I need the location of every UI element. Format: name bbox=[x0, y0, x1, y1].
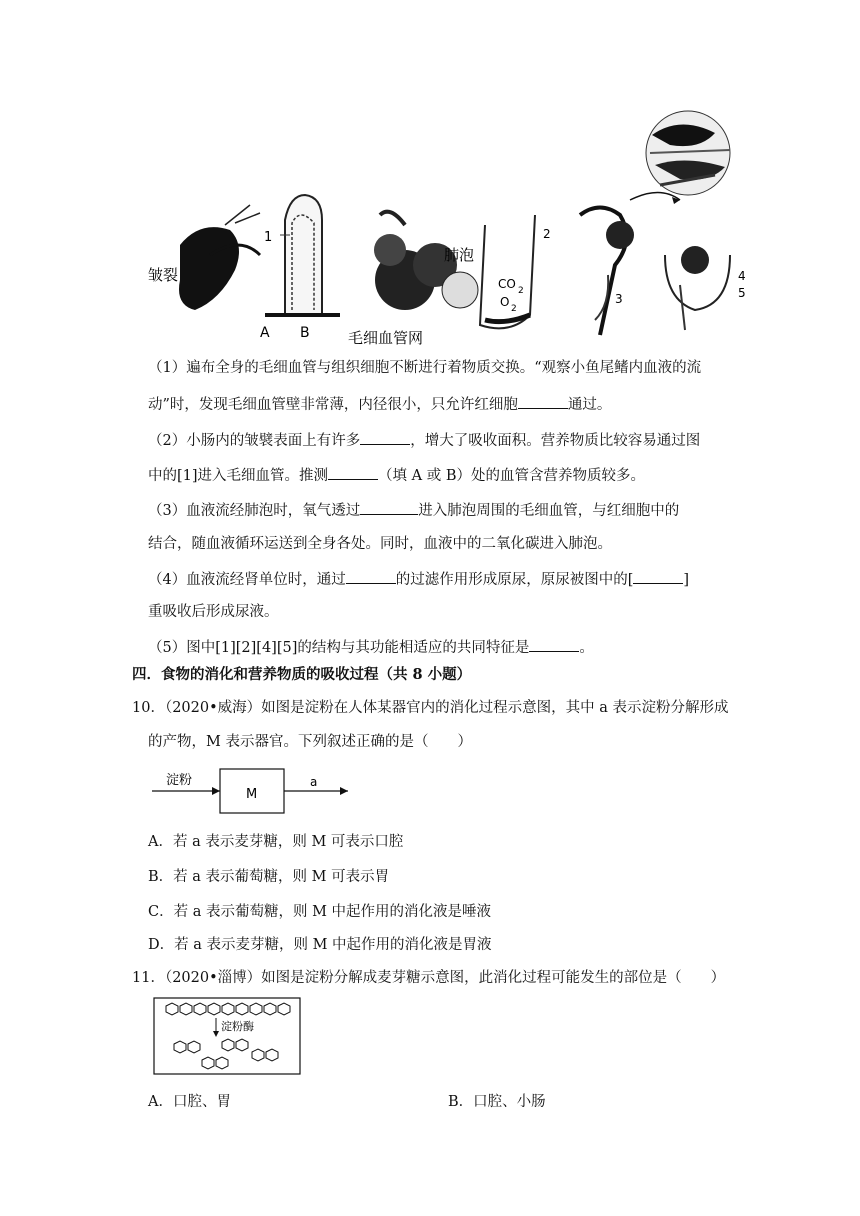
q9-p3-line1-a: （3）血液流经肺泡时，氧气透过 bbox=[148, 503, 361, 519]
label-feipao: 肺泡 bbox=[444, 246, 475, 264]
label-5: 5 bbox=[738, 286, 746, 300]
answer-blank bbox=[360, 500, 418, 515]
q9-p2-line2 bbox=[148, 465, 645, 486]
fig-starch-label: 淀粉 bbox=[166, 773, 193, 788]
q9-p4-line1-b: 的过滤作用形成原尿，原尿被图中的[ bbox=[395, 572, 634, 588]
q11-option-b: B．口腔、小肠 bbox=[448, 1094, 546, 1110]
q9-p1-line2-b: 通过。 bbox=[567, 397, 612, 413]
q9-p2-line2-b: （填 A 或 B）处的血管含营养物质较多。 bbox=[378, 468, 645, 484]
q9-p1-line2 bbox=[148, 394, 611, 415]
fig-enzyme-label: 淀粉酶 bbox=[221, 1020, 254, 1033]
q9-p5 bbox=[148, 637, 594, 658]
microscope-view bbox=[646, 111, 730, 195]
answer-blank bbox=[529, 637, 579, 652]
intestine-fold-panel bbox=[148, 205, 260, 310]
q9-p2-line1-b: ，增大了吸收面积。营养物质比较容易通过图 bbox=[410, 433, 701, 449]
alveoli-panel bbox=[374, 212, 551, 329]
label-B: B bbox=[300, 325, 310, 341]
q10-option-b: B．若 a 表示葡萄糖，则 M 可表示胃 bbox=[148, 869, 390, 885]
q9-p2-line2-a: 中的[1]进入毛细血管。推测 bbox=[148, 468, 329, 484]
label-3: 3 bbox=[615, 292, 623, 306]
q9-p3-line1-b: 进入肺泡周围的毛细血管，与红细胞中的 bbox=[418, 503, 680, 519]
q9-p4-line1 bbox=[148, 569, 689, 590]
q9-p2-line1-a: （2）小肠内的皱襞表面上有许多 bbox=[148, 433, 361, 449]
label-o2-sub: 2 bbox=[511, 304, 517, 314]
starch-hydrolysis-diagram bbox=[152, 996, 302, 1076]
label-zhouzhe: 皱裂 bbox=[148, 266, 179, 284]
label-co2-sub: 2 bbox=[518, 286, 524, 296]
q10-stem-line1: 10．（2020•威海）如图是淀粉在人体某器官内的消化过程示意图，其中 a 表示淀粉分解形成 bbox=[132, 700, 729, 716]
label-2: 2 bbox=[543, 227, 551, 241]
q9-p4-line2: 重吸收后形成尿液。 bbox=[148, 604, 279, 620]
section-title: 四．食物的消化和营养物质的吸收过程（共 8 小题） bbox=[132, 666, 472, 683]
label-o2: O bbox=[500, 295, 510, 309]
q10-option-d: D．若 a 表示麦芽糖，则 M 中起作用的消化液是胃液 bbox=[148, 937, 492, 953]
figure-illustration bbox=[140, 105, 760, 350]
q9-p3-line2: 结合，随血液循环运送到全身各处。同时，血液中的二氧化碳进入肺泡。 bbox=[148, 536, 612, 552]
villus-panel bbox=[260, 195, 340, 341]
q9-p4-line1-a: （4）血液流经肾单位时，通过 bbox=[148, 572, 346, 588]
q9-p5-b: 。 bbox=[579, 640, 594, 656]
q9-p3-line1 bbox=[148, 500, 679, 521]
nephron-panel bbox=[580, 193, 746, 336]
answer-blank bbox=[360, 430, 410, 445]
q10-option-c: C．若 a 表示葡萄糖，则 M 中起作用的消化液是唾液 bbox=[148, 904, 492, 920]
starch-organ-diagram bbox=[150, 762, 360, 814]
label-co2: CO bbox=[498, 277, 516, 291]
label-1: 1 bbox=[264, 230, 273, 245]
answer-blank bbox=[328, 465, 378, 480]
q10-option-a: A．若 a 表示麦芽糖，则 M 可表示口腔 bbox=[148, 834, 404, 850]
q9-p4-line1-c: ] bbox=[683, 572, 690, 588]
starch-flow-svg bbox=[150, 762, 360, 814]
answer-blank bbox=[346, 569, 396, 584]
fig-a-label: a bbox=[310, 775, 318, 789]
q9-p1-line1: （1）遍布全身的毛细血管与组织细胞不断进行着物质交换。“观察小鱼尾鳍内血液的流 bbox=[148, 360, 702, 376]
hexagon-chain-svg bbox=[152, 996, 302, 1076]
digestion-absorption-figure bbox=[140, 105, 760, 350]
label-capillary-net: 毛细血管网 bbox=[348, 329, 424, 347]
answer-blank bbox=[633, 569, 683, 584]
label-A: A bbox=[260, 325, 270, 341]
q11-stem: 11．（2020•淄博）如图是淀粉分解成麦芽糖示意图，此消化过程可能发生的部位是（ ） bbox=[132, 970, 726, 986]
label-4: 4 bbox=[738, 269, 746, 283]
answer-blank bbox=[518, 394, 568, 409]
q11-option-a: A．口腔、胃 bbox=[148, 1094, 231, 1110]
q9-p5-a: （5）图中[1][2][4][5]的结构与其功能相适应的共同特征是 bbox=[148, 640, 530, 656]
fig-M-label: M bbox=[246, 787, 258, 802]
q10-stem-line2: 的产物，M 表示器官。下列叙述正确的是（ ） bbox=[148, 734, 472, 750]
q9-p1-line2-a: 动”时，发现毛细血管壁非常薄，内径很小，只允许红细胞 bbox=[148, 397, 518, 413]
q9-p2-line1 bbox=[148, 430, 700, 451]
